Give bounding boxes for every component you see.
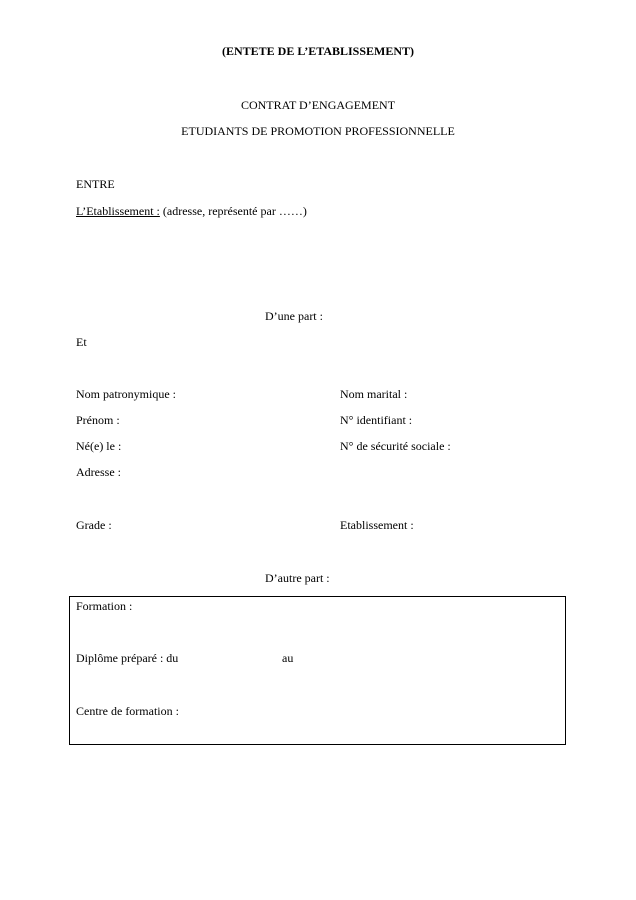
contract-subtitle: ETUDIANTS DE PROMOTION PROFESSIONNELLE (181, 124, 455, 138)
centre-formation-label: Centre de formation : (76, 704, 179, 718)
et-label: Et (76, 335, 87, 349)
contract-title: CONTRAT D’ENGAGEMENT (240, 98, 396, 112)
ne-le-label: Né(e) le : (76, 439, 122, 453)
securite-sociale-label: N° de sécurité sociale : (340, 439, 451, 453)
prenom-label: Prénom : (76, 413, 120, 427)
diplome-au-label: au (282, 651, 294, 665)
formation-label: Formation : (76, 599, 133, 613)
entre-label: ENTRE (76, 177, 115, 191)
etablissement-hint: (adresse, représenté par ……) (159, 204, 307, 218)
adresse-label: Adresse : (76, 465, 121, 479)
etablissement-label: L’Etablissement : (76, 204, 160, 218)
etablissement-field-label: Etablissement : (340, 518, 414, 532)
etablissement-line (76, 204, 307, 218)
institution-header: (ENTETE DE L’ETABLISSEMENT) (221, 44, 415, 58)
nom-patronymique-label: Nom patronymique : (76, 387, 176, 401)
diplome-label: Diplôme préparé : du (76, 651, 179, 665)
identifiant-label: N° identifiant : (340, 413, 413, 427)
training-box (69, 596, 566, 745)
dune-part-label: D’une part : (265, 309, 323, 323)
dautre-part-label: D’autre part : (265, 571, 330, 585)
grade-label: Grade : (76, 518, 112, 532)
nom-marital-label: Nom marital : (340, 387, 408, 401)
